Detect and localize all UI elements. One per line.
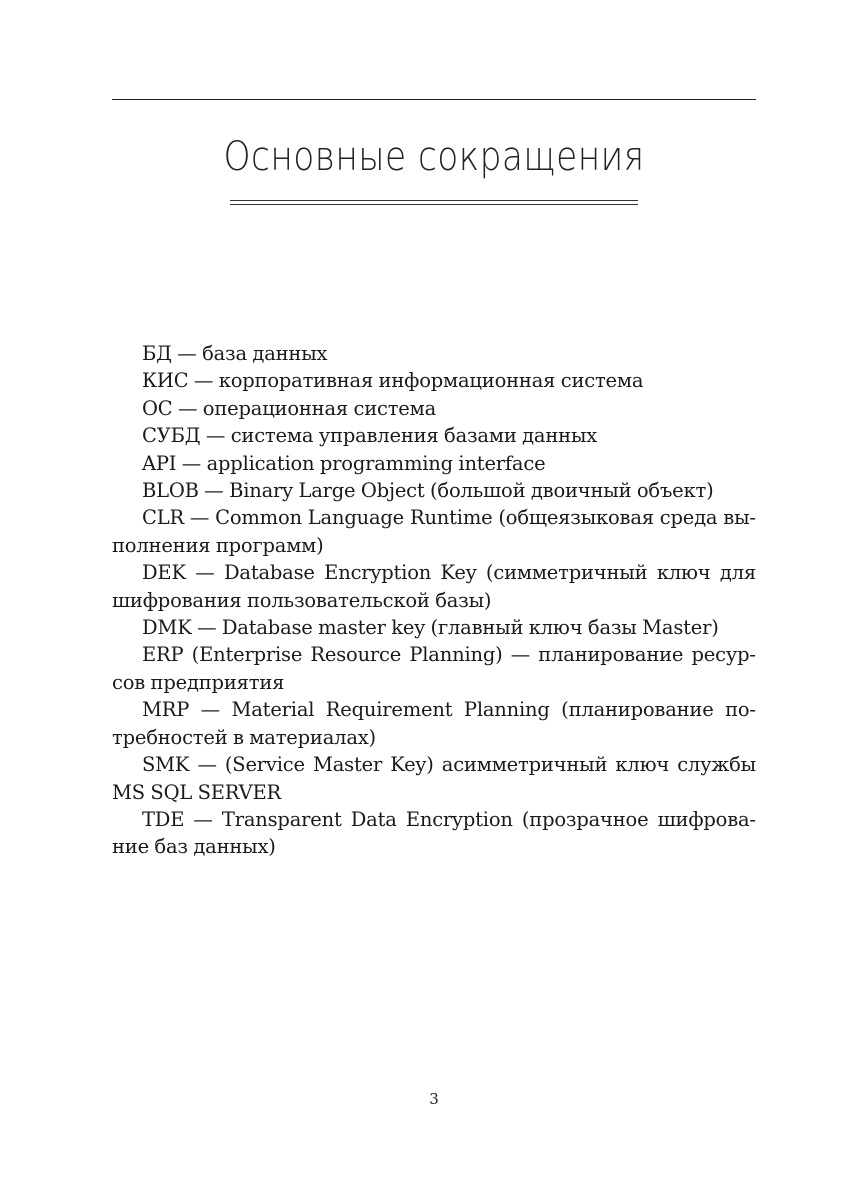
page-title: Основные сокращения (223, 134, 645, 180)
abbreviation-entry: КИС — корпоративная информационная система (142, 369, 644, 393)
abbreviation-entry: API — application programming interface (142, 451, 546, 475)
abbreviation-entry: БД — база данных (142, 342, 328, 365)
abbreviation-entry: DEK — Database Encryption Key (симметричный ключ для шифрования пользовательской базы) (112, 561, 756, 612)
abbreviation-list (112, 340, 756, 861)
abbreviation-entry: SMK — (Service Master Key) асимметричный ключ службы MS SQL SERVER (112, 753, 756, 804)
abbreviation-entry: CLR — Common Language Runtime (общеязыковая среда выполнения программ) (112, 506, 756, 557)
title-underline-bottom (230, 204, 638, 205)
abbreviation-entry: ОС — операционная система (142, 396, 437, 420)
title-underline-top (230, 200, 638, 201)
abbreviation-entry: BLOB — Binary Large Object (большой двоичный объект) (142, 479, 714, 503)
abbreviation-entry: СУБД — система управления базами данных (142, 424, 598, 448)
abbreviation-entry: DMK — Database master key (главный ключ базы Master) (142, 616, 719, 640)
header-rule (112, 99, 756, 100)
abbreviation-entry: MRP — Material Requirement Planning (планирование потребностей в материалах) (112, 698, 756, 749)
abbreviation-entry: ERP (Enterprise Resource Planning) — планирование ресурсов предприятия (112, 643, 756, 694)
page-number: 3 (429, 1090, 439, 1108)
abbreviation-entry: TDE — Transparent Data Encryption (прозрачное шифрование баз данных) (112, 807, 756, 859)
